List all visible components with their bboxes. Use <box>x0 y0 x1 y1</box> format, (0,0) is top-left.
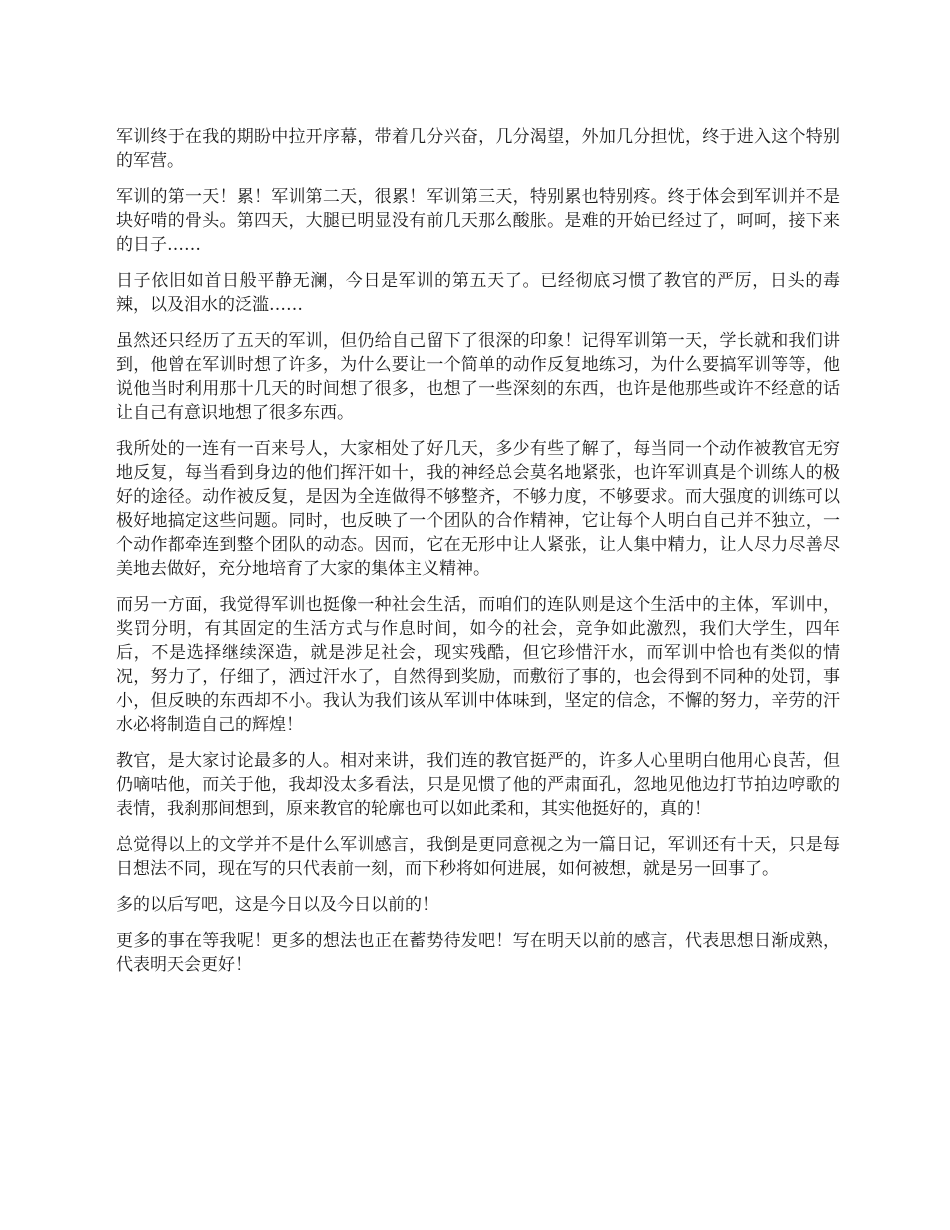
paragraph: 虽然还只经历了五天的军训，但仍给自己留下了很深的印象！记得军训第一天，学长就和我们讲到，他曾在军训时想了许多，为什么要让一个简单的动作反复地练习，为什么要搞军训等等，他说他当时利用那十几天的时间想了很多，也想了一些深刻的东西，也许是他那些或许不经意的话让自己有意识地想了很多东西。 <box>116 331 840 423</box>
paragraph: 军训的第一天！累！军训第二天，很累！军训第三天，特别累也特别疼。终于体会到军训并不是块好啃的骨头。第四天，大腿已明显没有前几天那么酸胀。是难的开始已经过了，呵呵，接下来的日子…… <box>116 187 840 255</box>
paragraph: 教官，是大家讨论最多的人。相对来讲，我们连的教官挺严的，许多人心里明白他用心良苦，但仍嘀咕他，而关于他，我却没太多看法，只是见惯了他的严肃面孔，忽地见他边打节拍边哼歌的表情，我刹那间想到，原来教官的轮廓也可以如此柔和，其实他挺好的，真的！ <box>116 751 840 819</box>
paragraph: 更多的事在等我呢！更多的想法也正在蓄势待发吧！写在明天以前的感言，代表思想日渐成熟，代表明天会更好！ <box>116 931 840 975</box>
paragraph: 总觉得以上的文学并不是什么军训感言，我倒是更同意视之为一篇日记，军训还有十天，只是每日想法不同，现在写的只代表前一刻，而下秒将如何进展，如何被想，就是另一回事了。 <box>116 835 840 879</box>
paragraph: 军训终于在我的期盼中拉开序幕，带着几分兴奋，几分渴望，外加几分担忧，终于进入这个特别的军营。 <box>116 127 840 171</box>
paragraph: 日子依旧如首日般平静无澜，今日是军训的第五天了。已经彻底习惯了教官的严厉，日头的毒辣，以及泪水的泛滥…… <box>116 271 840 315</box>
paragraph: 多的以后写吧，这是今日以及今日以前的！ <box>116 895 439 915</box>
document-body <box>116 125 840 989</box>
paragraph: 而另一方面，我觉得军训也挺像一种社会生活，而咱们的连队则是这个生活中的主体，军训中，奖罚分明，有其固定的生活方式与作息时间，如今的社会，竞争如此激烈，我们大学生，四年后，不是选择继续深造，就是涉足社会，现实残酷，但它珍惜汗水，而军训中恰也有类似的情况，努力了，仔细了，洒过汗水了，自然得到奖励，而敷衍了事的，也会得到不同种的处罚，事小，但反映的东西却不小。我认为我们该从军训中体味到，坚定的信念，不懈的努力，辛劳的汗水必将制造自己的辉煌！ <box>116 595 840 735</box>
paragraph: 我所处的一连有一百来号人，大家相处了好几天，多少有些了解了，每当同一个动作被教官无穷地反复，每当看到身边的他们挥汗如十，我的神经总会莫名地紧张，也许军训真是个训练人的极好的途径。动作被反复，是因为全连做得不够整齐，不够力度，不够要求。而大强度的训练可以极好地搞定这些问题。同时，也反映了一个团队的合作精神，它让每个人明白自己并不独立，一个动作都牵连到整个团队的动态。因而，它在无形中让人紧张，让人集中精力，让人尽力尽善尽美地去做好，充分地培育了大家的集体主义精神。 <box>116 439 840 579</box>
